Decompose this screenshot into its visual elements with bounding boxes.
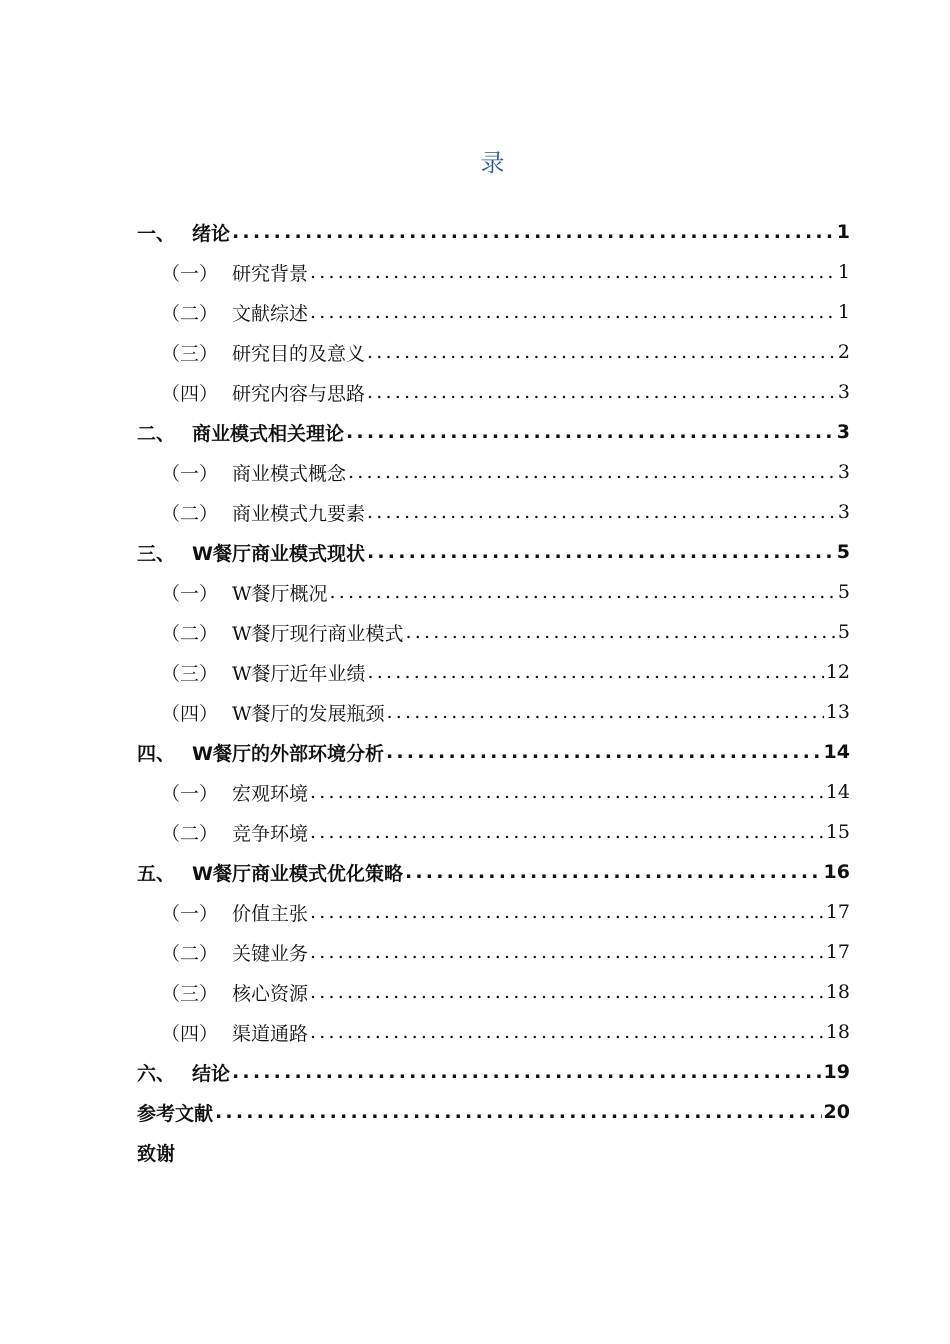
toc-page-number: 1 [837, 261, 850, 283]
table-of-contents [137, 212, 850, 1172]
toc-section-entry[interactable] [137, 692, 850, 732]
toc-entry-number: （二） [161, 942, 219, 965]
toc-section-entry[interactable] [137, 652, 850, 692]
toc-entry-number: （四） [161, 382, 219, 405]
toc-entry-number: 一、 [137, 222, 176, 245]
toc-page-number: 15 [825, 821, 850, 843]
toc-dot-leader [232, 1061, 822, 1083]
toc-chapter-entry[interactable] [137, 852, 850, 892]
toc-entry-number: 二、 [137, 422, 176, 445]
toc-page-number: 5 [837, 581, 850, 603]
toc-entry-number: （四） [161, 1022, 219, 1045]
toc-page-number: 3 [837, 381, 850, 403]
toc-page-number: 5 [836, 541, 850, 563]
toc-entry-number: （二） [161, 622, 219, 645]
toc-page-number: 14 [823, 741, 850, 763]
toc-dot-leader [367, 501, 836, 523]
toc-entry-number: （三） [161, 342, 219, 365]
toc-dot-leader [367, 341, 836, 363]
toc-entry-number: 六、 [137, 1062, 176, 1085]
toc-entry-label: 渠道通路 [232, 1022, 309, 1045]
toc-page-number: 3 [837, 461, 850, 483]
toc-dot-leader [232, 221, 835, 243]
toc-entry-label: 核心资源 [232, 982, 309, 1005]
toc-page-number: 18 [825, 1021, 850, 1043]
toc-entry-label: 关键业务 [232, 942, 309, 965]
toc-chapter-entry[interactable] [137, 532, 850, 572]
toc-entry-number: （二） [161, 822, 219, 845]
toc-entry-number: （二） [161, 502, 219, 525]
toc-entry-label: 商业模式相关理论 [192, 422, 345, 445]
toc-entry-number: （一） [161, 262, 219, 285]
toc-entry-label: 结论 [192, 1062, 231, 1085]
toc-entry-label: 研究内容与思路 [232, 382, 366, 405]
toc-page-number: 18 [825, 981, 850, 1003]
toc-page-number: 13 [825, 701, 850, 723]
toc-dot-leader [367, 381, 836, 403]
toc-dot-leader [387, 701, 824, 723]
toc-page-number: 1 [837, 301, 850, 323]
toc-entry-label: 研究目的及意义 [232, 342, 366, 365]
toc-entry-label: 商业模式九要素 [232, 502, 366, 525]
toc-section-entry[interactable] [137, 1012, 850, 1052]
toc-page-number: 1 [836, 221, 850, 243]
toc-entry-number: （四） [161, 702, 219, 725]
toc-entry-label: W餐厅概况 [232, 582, 328, 605]
toc-chapter-entry[interactable] [137, 412, 850, 452]
toc-page-number: 3 [837, 501, 850, 523]
toc-entry-label: 参考文献 [137, 1102, 214, 1125]
toc-page-number: 3 [836, 421, 850, 443]
toc-entry-label: W餐厅的外部环境分析 [192, 742, 384, 765]
toc-section-entry[interactable] [137, 772, 850, 812]
toc-section-entry[interactable] [137, 252, 850, 292]
toc-dot-leader [310, 821, 824, 843]
toc-page-number: 2 [837, 341, 850, 363]
toc-section-entry[interactable] [137, 292, 850, 332]
toc-dot-leader [310, 1021, 824, 1043]
toc-entry-label: W餐厅现行商业模式 [232, 622, 404, 645]
toc-entry-label: W餐厅近年业绩 [232, 662, 366, 685]
toc-dot-leader [406, 621, 836, 643]
toc-page-number: 17 [825, 941, 850, 963]
toc-entry-label: 文献综述 [232, 302, 309, 325]
toc-dot-leader [346, 421, 835, 443]
toc-page-number: 19 [823, 1061, 850, 1083]
toc-entry-label: W餐厅的发展瓶颈 [232, 702, 385, 725]
toc-entry-number: （三） [161, 982, 219, 1005]
toc-entry-label: 竞争环境 [232, 822, 309, 845]
toc-entry-number: 五、 [137, 862, 176, 885]
toc-entry-number: 三、 [137, 542, 176, 565]
toc-entry-number: （三） [161, 662, 219, 685]
toc-dot-leader [405, 861, 822, 883]
toc-dot-leader [330, 581, 836, 603]
toc-section-entry[interactable] [137, 932, 850, 972]
toc-entry-label: W餐厅商业模式优化策略 [192, 862, 403, 885]
toc-section-entry[interactable] [137, 972, 850, 1012]
toc-dot-leader [310, 981, 824, 1003]
toc-entry-number: （一） [161, 582, 219, 605]
toc-entry-number: 四、 [137, 742, 176, 765]
toc-dot-leader [367, 541, 835, 563]
toc-section-entry[interactable] [137, 612, 850, 652]
toc-entry-label: 研究背景 [232, 262, 309, 285]
toc-entry-label: 宏观环境 [232, 782, 309, 805]
toc-dot-leader [348, 461, 836, 483]
toc-page-number: 12 [825, 661, 850, 683]
toc-entry-label: 商业模式概念 [232, 462, 347, 485]
toc-section-entry[interactable] [137, 452, 850, 492]
toc-page-number: 5 [837, 621, 850, 643]
toc-chapter-entry[interactable] [137, 1052, 850, 1092]
toc-entry-number: （二） [161, 302, 219, 325]
toc-page-number: 17 [825, 901, 850, 923]
toc-entry-number: （一） [161, 902, 219, 925]
toc-dot-leader [310, 781, 824, 803]
toc-dot-leader [215, 1101, 822, 1123]
toc-section-entry[interactable] [137, 332, 850, 372]
toc-section-entry[interactable] [137, 892, 850, 932]
toc-chapter-entry[interactable] [137, 1132, 850, 1172]
toc-chapter-entry[interactable] [137, 732, 850, 772]
toc-entry-label: 致谢 [137, 1142, 176, 1165]
toc-section-entry[interactable] [137, 492, 850, 532]
toc-dot-leader [310, 261, 836, 283]
toc-dot-leader [310, 901, 824, 923]
toc-entry-label: 价值主张 [232, 902, 309, 925]
toc-dot-leader [310, 941, 824, 963]
toc-section-entry[interactable] [137, 812, 850, 852]
toc-entry-number: （一） [161, 462, 219, 485]
toc-entry-label: W餐厅商业模式现状 [192, 542, 365, 565]
toc-section-entry[interactable] [137, 572, 850, 612]
toc-chapter-entry[interactable] [137, 212, 850, 252]
toc-dot-leader [368, 661, 824, 683]
toc-chapter-entry[interactable] [137, 1092, 850, 1132]
toc-entry-number: （一） [161, 782, 219, 805]
toc-page-number: 14 [825, 781, 850, 803]
toc-dot-leader [310, 301, 836, 323]
toc-page-number: 16 [823, 861, 850, 883]
toc-section-entry[interactable] [137, 372, 850, 412]
toc-title: 录 [480, 149, 505, 177]
toc-page-number: 20 [823, 1101, 850, 1123]
toc-entry-label: 绪论 [192, 222, 231, 245]
toc-dot-leader [386, 741, 822, 763]
